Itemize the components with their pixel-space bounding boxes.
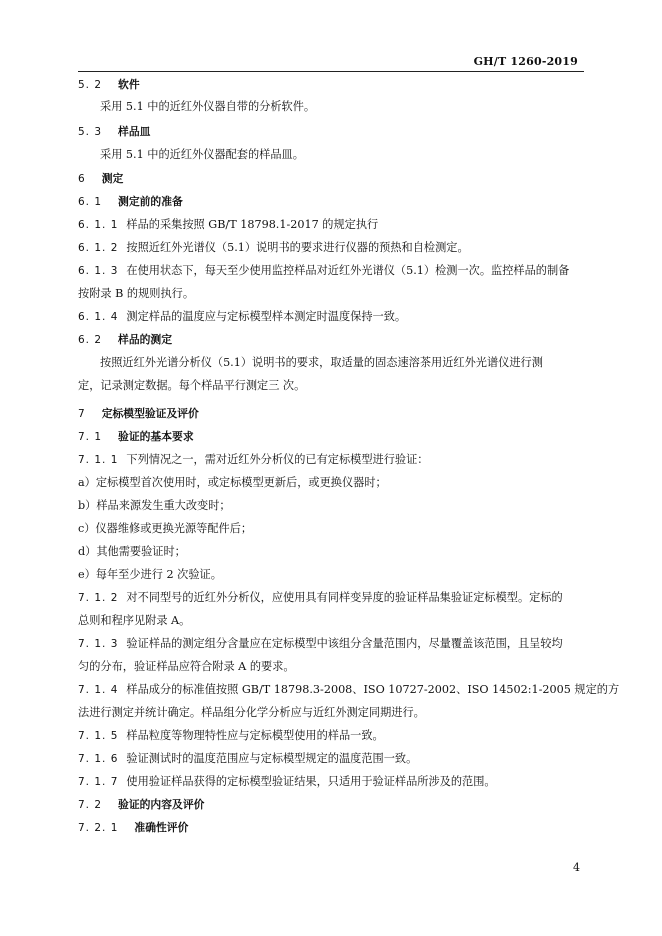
numbered-clause: [78, 452, 428, 468]
clause-number: 7. 1. 1: [78, 454, 119, 466]
indented-paragraph-line: 采用 5.1 中的近红外仪器自带的分析软件。: [100, 100, 316, 113]
indented-paragraph-line: 按照近红外光谱分析仪（5.1）说明书的要求，取适量的固态速溶茶用近红外光谱仪进行测: [100, 356, 543, 369]
clause-text: 样品粒度等物理特性应与定标模型使用的样品一致。: [126, 729, 384, 742]
standard-code: GH/T 1260-2019: [473, 55, 578, 68]
clause-text: 验证样品的测定组分含量应在定标模型中该组分含量范围内，尽量覆盖该范围，且呈较均: [126, 637, 563, 650]
clause-number: 7. 1. 3: [78, 638, 119, 650]
clause-number: 7. 1. 4: [78, 684, 119, 696]
section-title: 样品的测定: [118, 333, 173, 346]
paragraph-line: 法进行测定并统计确定。样品组分化学分析应与近红外测定同期进行。: [78, 706, 425, 719]
section-number: 6. 1: [78, 196, 103, 208]
clause-number: 7. 1. 2: [78, 592, 119, 604]
numbered-clause: [78, 774, 496, 790]
section-title: 测定前的准备: [118, 195, 183, 208]
numbered-clause: [78, 636, 563, 652]
clause-text: 样品的采集按照 GB/T 18798.1-2017 的规定执行: [126, 218, 379, 231]
section-number: 6: [78, 173, 86, 185]
indented-paragraph-line: 采用 5.1 中的近红外仪器配套的样品皿。: [100, 148, 304, 161]
section-title: 软件: [118, 78, 140, 91]
paragraph-line: c）仪器维修或更换光源等配件后；: [78, 522, 253, 535]
numbered-clause: [78, 217, 378, 233]
numbered-clause: [78, 682, 619, 698]
section-heading: [78, 194, 183, 210]
section-number: 6. 2: [78, 334, 103, 346]
section-title: 准确性评价: [134, 821, 189, 834]
paragraph-line: 按附录 B 的规则执行。: [78, 287, 195, 300]
section-heading: [78, 406, 199, 422]
section-title: 验证的基本要求: [118, 430, 194, 443]
paragraph-line: e）每年至少进行 2 次验证。: [78, 568, 222, 581]
numbered-clause: [78, 240, 469, 256]
clause-number: 6. 1. 3: [78, 265, 119, 277]
section-number: 7. 1: [78, 431, 103, 443]
clause-text: 在使用状态下，每天至少使用监控样品对近红外光谱仪（5.1）检测一次。监控样品的制备: [126, 264, 570, 277]
clause-text: 对不同型号的近红外分析仪，应使用具有同样变异度的验证样品集验证定标模型。定标的: [126, 591, 563, 604]
paragraph-line: d）其他需要验证时；: [78, 545, 186, 558]
paragraph-line: b）样品来源发生重大改变时；: [78, 499, 231, 512]
section-heading: [78, 77, 140, 93]
section-heading: [78, 820, 188, 836]
section-number: 5. 2: [78, 79, 103, 91]
section-number: 7. 2: [78, 799, 103, 811]
section-number: 7. 2. 1: [78, 822, 119, 834]
numbered-clause: [78, 728, 384, 744]
section-title: 定标模型验证及评价: [101, 407, 199, 420]
section-heading: [78, 124, 150, 140]
header-rule: [78, 71, 584, 72]
clause-text: 样品成分的标准值按照 GB/T 18798.3-2008、ISO 10727-2002、ISO 14502:1-2005 规定的方: [126, 683, 620, 696]
clause-text: 使用验证样品获得的定标模型验证结果，只适用于验证样品所涉及的范围。: [126, 775, 496, 788]
section-title: 验证的内容及评价: [118, 798, 205, 811]
paragraph-line: a）定标模型首次使用时，或定标模型更新后，或更换仪器时；: [78, 476, 387, 489]
clause-number: 7. 1. 7: [78, 776, 119, 788]
clause-number: 7. 1. 6: [78, 753, 119, 765]
clause-text: 按照近红外光谱仪（5.1）说明书的要求进行仪器的预热和自检测定。: [126, 241, 469, 254]
numbered-clause: [78, 590, 563, 606]
section-heading: [78, 797, 204, 813]
section-heading: [78, 429, 194, 445]
clause-number: 6. 1. 1: [78, 219, 119, 231]
numbered-clause: [78, 309, 406, 325]
clause-number: 7. 1. 5: [78, 730, 119, 742]
paragraph-line: 匀的分布，验证样品应符合附录 A 的要求。: [78, 660, 295, 673]
clause-text: 验证测试时的温度范围应与定标模型规定的温度范围一致。: [126, 752, 418, 765]
section-heading: [78, 171, 123, 187]
section-number: 5. 3: [78, 126, 103, 138]
clause-number: 6. 1. 4: [78, 311, 119, 323]
page-number: 4: [573, 861, 580, 874]
clause-text: 下列情况之一，需对近红外分析仪的已有定标模型进行验证：: [126, 453, 429, 466]
numbered-clause: [78, 263, 569, 279]
section-heading: [78, 332, 172, 348]
section-number: 7: [78, 408, 86, 420]
numbered-clause: [78, 751, 417, 767]
clause-number: 6. 1. 2: [78, 242, 119, 254]
paragraph-line: 定，记录测定数据。每个样品平行测定三 次。: [78, 379, 306, 392]
section-title: 测定: [101, 172, 124, 185]
section-title: 样品皿: [118, 125, 151, 138]
clause-text: 测定样品的温度应与定标模型样本测定时温度保持一致。: [126, 310, 407, 323]
paragraph-line: 总则和程序见附录 A。: [78, 614, 191, 627]
